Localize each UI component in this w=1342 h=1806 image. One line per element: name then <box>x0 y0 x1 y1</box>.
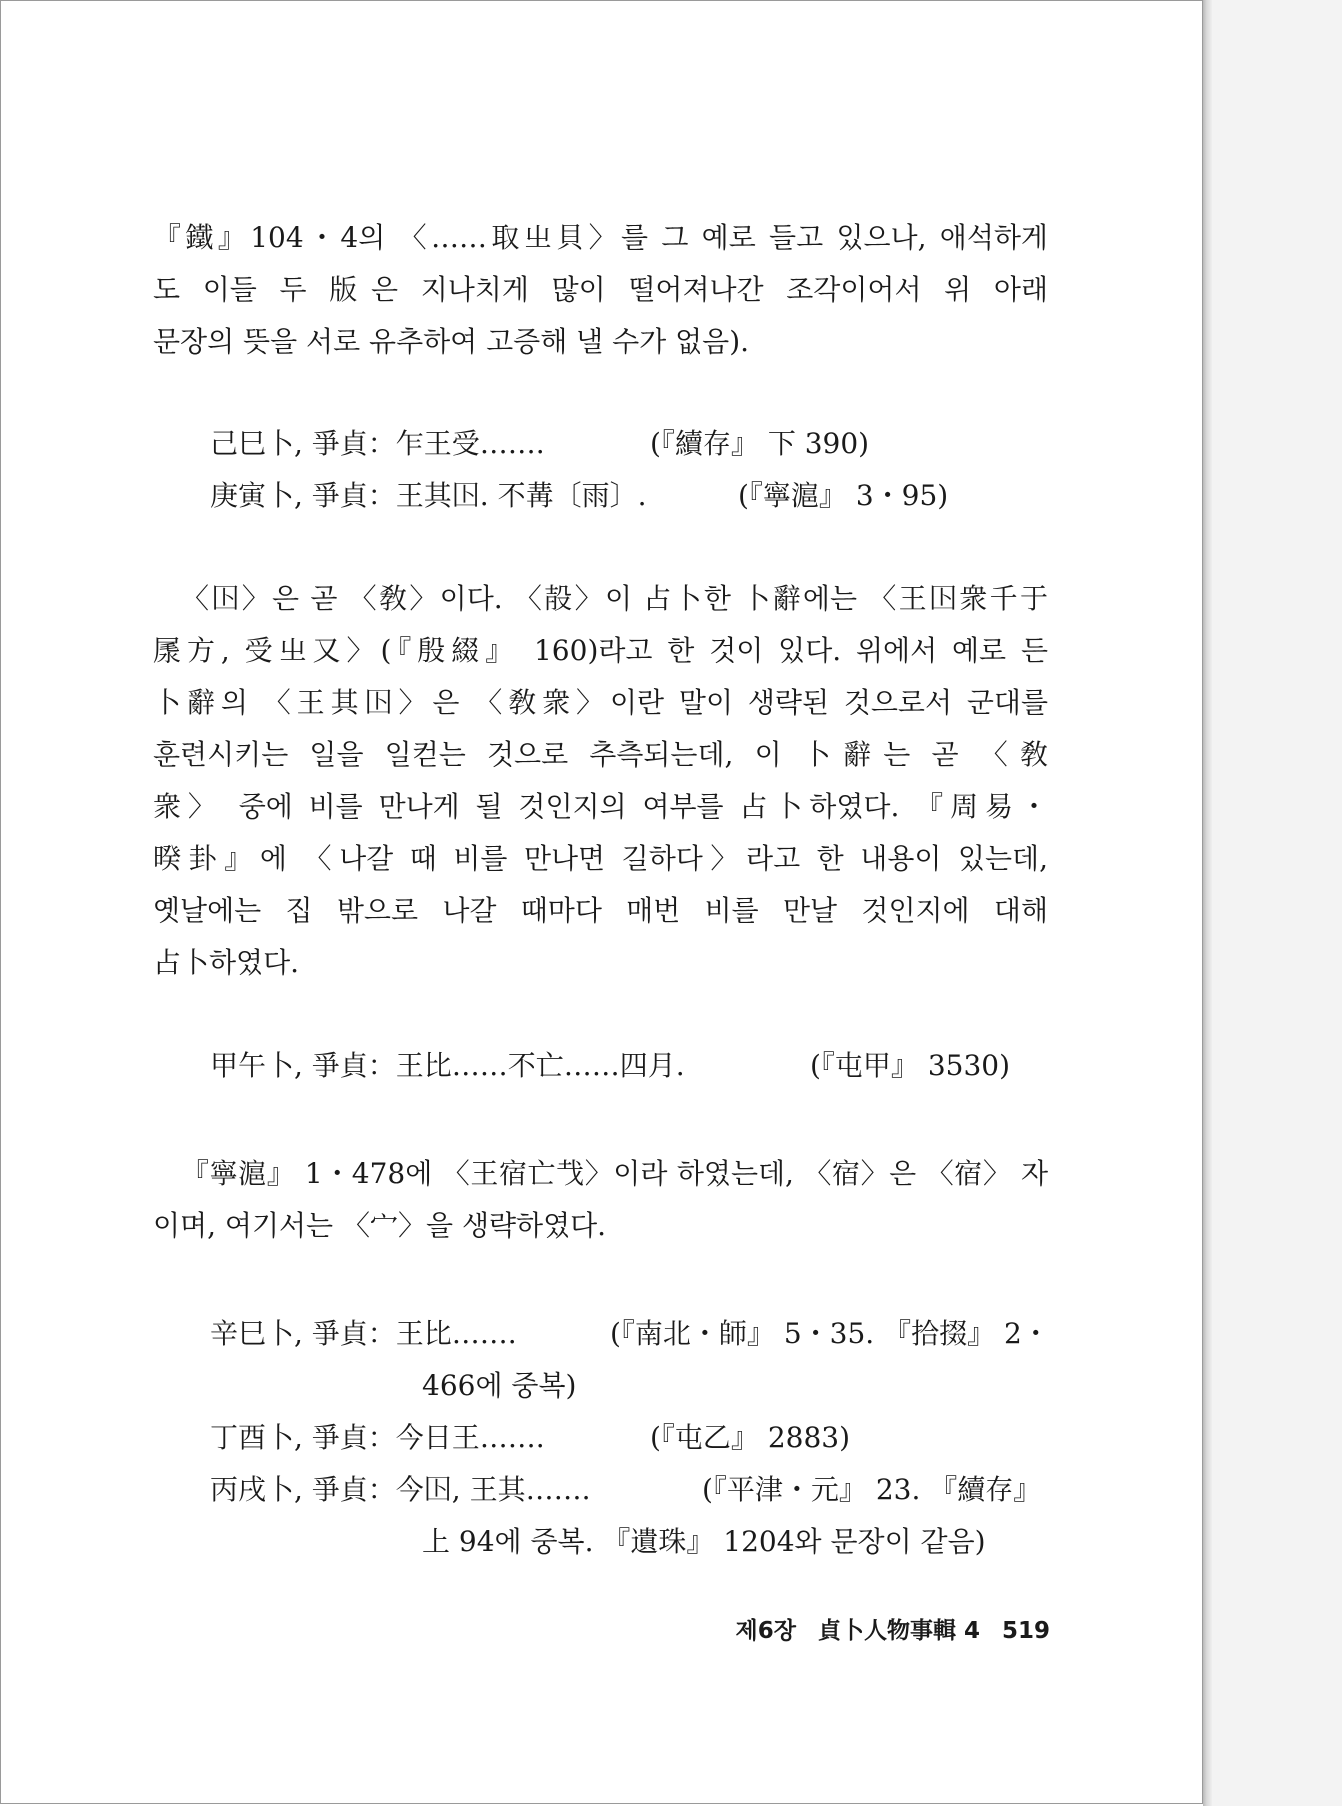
paragraph-1 <box>153 212 1048 368</box>
text-line: 卜辭의 〈王其𡆥〉은 〈敎衆〉이란 말이 생략된 것으로서 군대를 <box>153 686 1048 719</box>
paragraph-3 <box>153 1148 1048 1252</box>
quote-source: (『南北・師』 5・35. 『拾掇』 2・ <box>610 1317 1050 1350</box>
text-line: 衆〉 중에 비를 만나게 될 것인지의 여부를 占卜하였다. 『周易・ <box>153 790 1048 823</box>
quote-row <box>210 1412 851 1464</box>
quote-row <box>210 1308 1050 1360</box>
quote-source-continuation: 上 94에 중복. 『遺珠』 1204와 문장이 같음) <box>422 1525 986 1558</box>
quote-source: (『屯乙』 2883) <box>650 1421 851 1454</box>
text-line: 㞙方, 受㞢又〉(『殷綴』 160)라고 한 것이 있다. 위에서 예로 든 <box>153 634 1048 667</box>
page-footer <box>700 1612 1050 1645</box>
page-edge <box>1203 0 1212 1806</box>
quote-text: 丁酉卜, 爭貞：今日王……. <box>210 1421 545 1454</box>
chapter-label: 제6장 <box>735 1618 796 1644</box>
paragraph-2 <box>153 573 1048 989</box>
quote-text: 丙戌卜, 爭貞：今𡆥, 王其……. <box>210 1473 591 1506</box>
quote-source: (『續存』 下 390) <box>650 427 870 460</box>
quote-row <box>210 418 870 470</box>
quote-source: (『寧滬』 3・95) <box>738 479 949 512</box>
oracle-quote-3 <box>210 1308 1050 1568</box>
quote-row <box>210 470 949 522</box>
page-number: 519 <box>1001 1618 1050 1644</box>
text-line: 훈련시키는 일을 일컫는 것으로 추측되는데, 이 卜辭는 곧 〈敎 <box>153 738 1048 771</box>
quote-source: (『平津・元』 23. 『續存』 <box>702 1473 1042 1506</box>
quote-text: 庚寅卜, 爭貞：王其𡆥. 不冓〔雨〕. <box>210 479 647 512</box>
quote-row <box>210 1464 1042 1516</box>
text-line: 占卜하였다. <box>153 946 300 979</box>
text-line: 『鐵』104・4의 〈……取㞢貝〉를 그 예로 들고 있으나, 애석하게 <box>153 221 1048 254</box>
text-line: 〈𡆥〉은 곧 〈敎〉이다. 〈㱿〉이 占卜한 卜辭에는 〈王𡆥衆千于 <box>181 582 1048 615</box>
quote-text: 己巳卜, 爭貞：乍王受……. <box>210 427 545 460</box>
running-title: 貞卜人物事輯 4 <box>817 1618 980 1644</box>
quote-source-continuation: 466에 중복) <box>422 1369 577 1402</box>
oracle-quote-1 <box>210 418 949 522</box>
quote-row <box>210 1516 986 1568</box>
text-line: 『寧滬』 1・478에 〈王宿亡𢦏〉이라 하였는데, 〈宿〉은 〈宿〉 자 <box>181 1157 1048 1190</box>
quote-row <box>210 1360 591 1412</box>
text-line: 문장의 뜻을 서로 유추하여 고증해 낼 수가 없음). <box>153 325 750 358</box>
quote-source: (『屯甲』 3530) <box>810 1049 1011 1082</box>
quote-text: 辛巳卜, 爭貞：王比……. <box>210 1317 517 1350</box>
background-margin <box>1212 0 1342 1806</box>
quote-text: 甲午卜, 爭貞：王比……不亡……四月. <box>210 1049 685 1082</box>
text-line: 暌卦』에 〈나갈 때 비를 만나면 길하다〉라고 한 내용이 있는데, <box>153 842 1048 875</box>
text-line: 옛날에는 집 밖으로 나갈 때마다 매번 비를 만날 것인지에 대해 <box>153 894 1048 927</box>
text-line: 도 이들 두 版은 지나치게 많이 떨어져나간 조각이어서 위 아래 <box>153 273 1048 306</box>
oracle-quote-2 <box>210 1040 1011 1092</box>
text-line: 이며, 여기서는 〈宀〉을 생략하였다. <box>153 1209 607 1242</box>
quote-row <box>210 1040 1011 1092</box>
